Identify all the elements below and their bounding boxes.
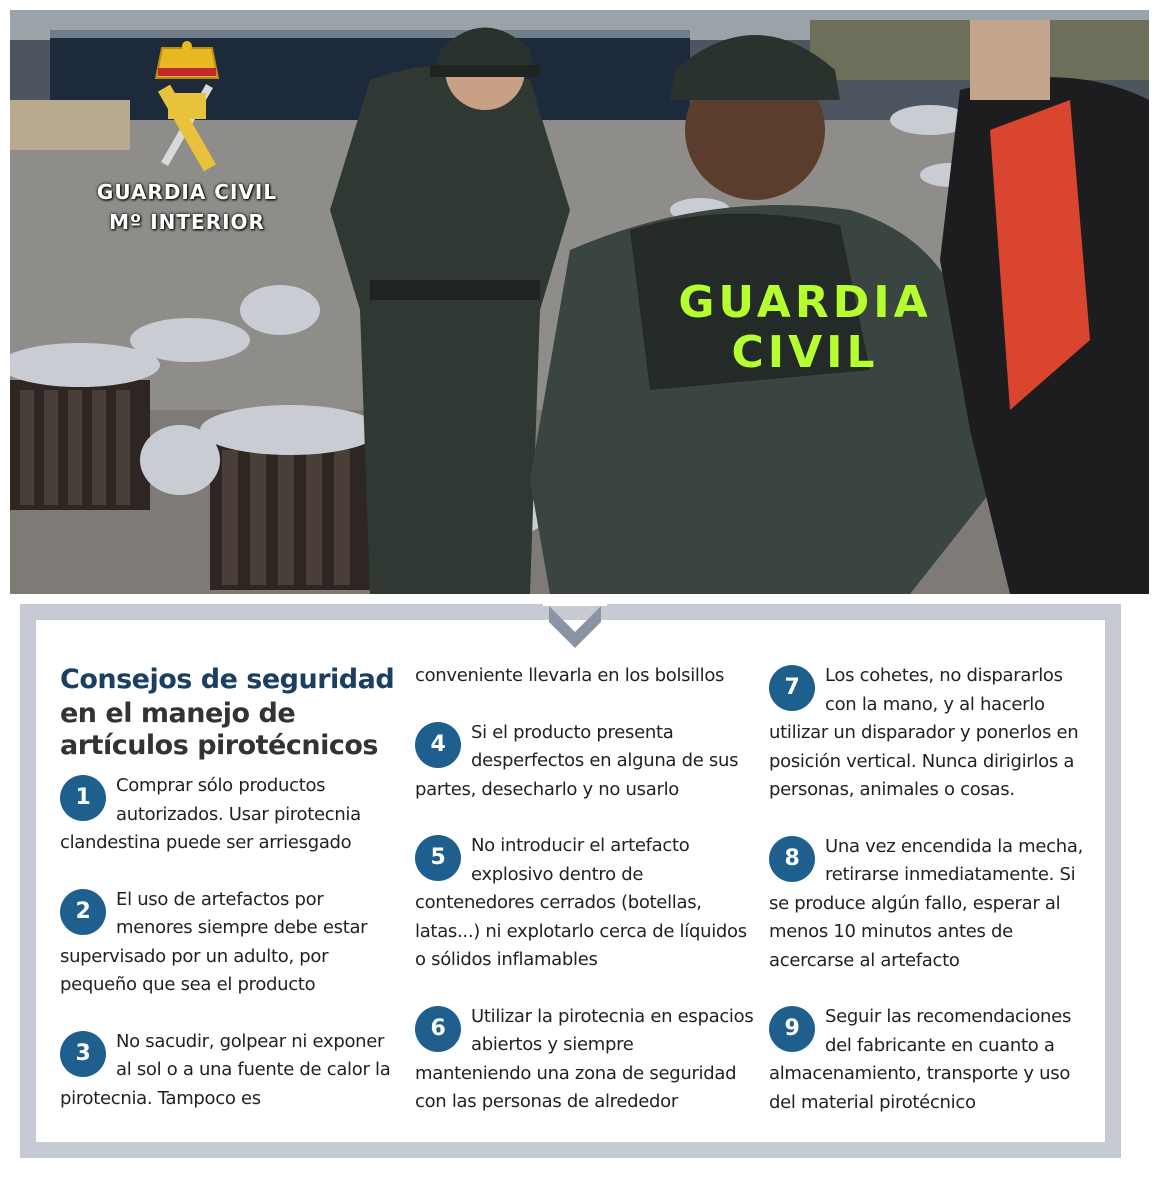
tip-text: Comprar sólo productos autorizados. Usar pirotecnia clandestina puede ser arriesgado bbox=[60, 775, 361, 853]
tip-number-badge: 8 bbox=[769, 836, 815, 882]
column-2 bbox=[415, 662, 755, 1117]
tip-number-badge: 2 bbox=[60, 889, 106, 935]
tip-6 bbox=[415, 1003, 755, 1117]
uniform-text-line-1: GUARDIA bbox=[678, 277, 932, 328]
tip-text: El uso de artefactos por menores siempre debe estar supervisado por un adulto, por pequeño que sea el producto bbox=[60, 888, 368, 995]
tip-number-badge: 5 bbox=[415, 835, 461, 881]
logo-line-2: Mº INTERIOR bbox=[109, 210, 265, 234]
guardia-civil-emblem-icon bbox=[72, 38, 302, 178]
guardia-civil-logo bbox=[72, 38, 302, 248]
tip-4 bbox=[415, 719, 755, 805]
tip-7 bbox=[769, 662, 1099, 805]
uniform-text-line-2: CIVIL bbox=[731, 327, 879, 378]
tip-number-badge: 3 bbox=[60, 1031, 106, 1077]
tip-number-badge: 6 bbox=[415, 1006, 461, 1052]
tip-text: Una vez encendida la mecha, retirarse inmediatamente. Si se produce algún fallo, esperar al menos 10 minutos antes de acercarse al artefacto bbox=[769, 835, 1084, 971]
tip-5 bbox=[415, 832, 755, 975]
tip-number-badge: 1 bbox=[60, 775, 106, 821]
tip-3 bbox=[60, 1028, 400, 1114]
tip-text: Seguir las recomendaciones del fabricante en cuanto a almacenamiento, transporte y uso del material pirotécnico bbox=[769, 1006, 1072, 1113]
tip-number-badge: 9 bbox=[769, 1006, 815, 1052]
tip-text: No sacudir, golpear ni exponer al sol o a una fuente de calor la pirotecnia. Tampoco es bbox=[60, 1030, 391, 1109]
logo-line-1: GUARDIA CIVIL bbox=[96, 180, 278, 204]
column-1 bbox=[60, 662, 400, 1113]
tip-text: Los cohetes, no dispararlos con la mano, y al hacerlo utilizar un disparador y ponerlos en posición vertical. Nunca dirigirlos a personas, animales o cosas. bbox=[769, 665, 1079, 800]
chevron-down-icon bbox=[543, 596, 607, 652]
tip-text: Utilizar la pirotecnia en espacios abiertos y siempre manteniendo una zona de seguridad con las personas de alrededor bbox=[415, 1005, 754, 1112]
photo bbox=[10, 10, 1149, 594]
tip-9 bbox=[769, 1003, 1099, 1117]
tip-text: No introducir el artefacto explosivo dentro de contenedores cerrados (botellas, latas...) ni explotarlo cerca de líquidos o sólidos inflamables bbox=[415, 835, 747, 970]
column-3 bbox=[769, 662, 1099, 1117]
tip-3-continuation: conveniente llevarla en los bolsillos bbox=[415, 665, 725, 686]
tip-2 bbox=[60, 886, 400, 1000]
tip-1 bbox=[60, 772, 400, 858]
infographic-title: Consejos de seguridad bbox=[60, 664, 395, 695]
tip-number-badge: 7 bbox=[769, 665, 815, 711]
tip-text: Si el producto presenta desperfectos en alguna de sus partes, desecharlo y no usarlo bbox=[415, 721, 739, 800]
infographic-subtitle: en el manejo de artículos pirotécnicos bbox=[60, 698, 378, 761]
tip-number-badge: 4 bbox=[415, 722, 461, 768]
tip-8 bbox=[769, 833, 1099, 976]
